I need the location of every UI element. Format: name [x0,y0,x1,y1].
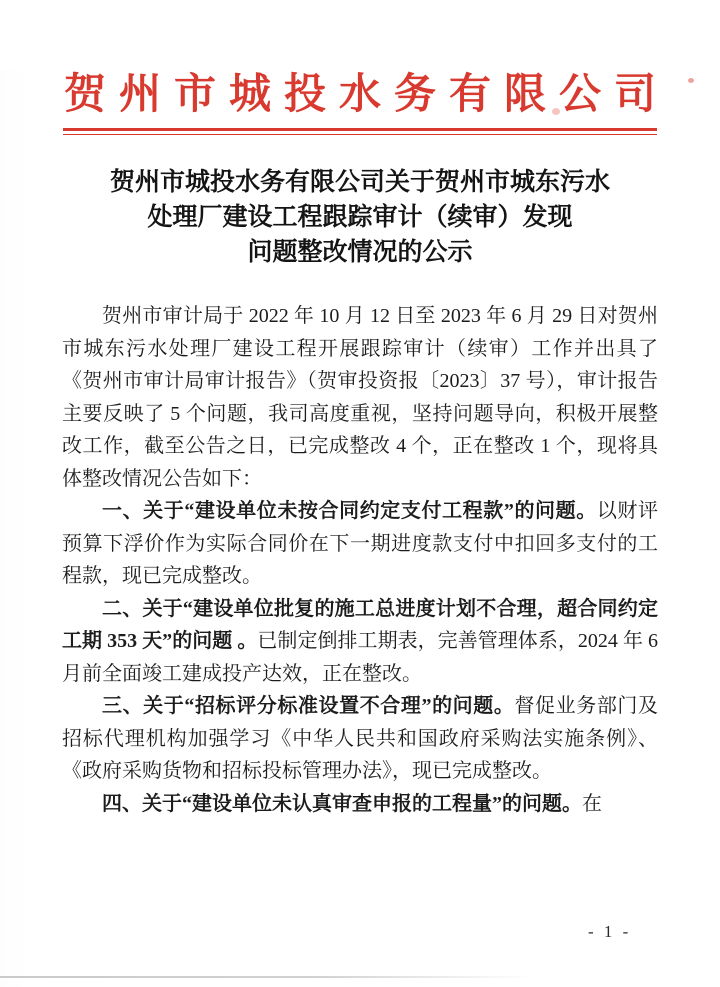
paragraph-text: 以财评预算下浮价作为实际合同价在下一期进度款支付中扣回多支付的工程款，现已完成整改。 [62,500,659,588]
document-title [0,165,720,270]
scan-speck-icon [688,78,694,83]
paragraph-lead: 四、关于“建设单位未认真审查申报的工程量”的问题。 [102,792,582,815]
paragraph-lead: 二、关于“建设单位批复的施工总进度计划不合理，超合同约定工期 353 天”的问题 。 [62,597,658,653]
paragraph-text: 在 [582,792,602,815]
document-title-line: 处理厂建设工程跟踪审计（续审）发现 [147,204,573,232]
paragraph-text: 已制定倒排工期表，完善管理体系，2024 年 6 月前全面竣工建成投产达效，正在整改。 [62,630,659,685]
document-body [62,300,658,820]
page-bottom-edge [0,976,533,978]
paragraph-item-4 [62,788,658,821]
document-title-line: 贺州市城投水务有限公司关于贺州市城东污水 [109,169,610,197]
page-number: - 1 - [588,922,632,941]
company-letterhead: 贺州市城投水务有限公司 [63,72,669,118]
divider-thick-line [63,128,657,131]
paragraph-lead: 一、关于“建设单位未按合同约定支付工程款”的问题。 [102,500,597,523]
paragraph-text: 督促业务部门及招标代理机构加强学习《中华人民共和国政府采购法实施条例》、《政府采购货物和招标投标管理办法》，现已完成整改。 [62,695,659,783]
paragraph-item-2 [62,593,658,691]
paragraph-item-1 [62,495,658,593]
paragraph-intro [62,300,658,495]
letterhead-divider [63,128,657,135]
paragraph-lead: 三、关于“招标评分标准设置不合理”的问题。 [102,695,515,718]
divider-thin-line [63,134,657,135]
document-title-line: 问题整改情况的公示 [247,239,473,267]
scan-speck-icon [552,108,560,115]
paragraph-text: 贺州市审计局于 2022 年 10 月 12 日至 2023 年 6 月 29 日对贺州市城东污水处理厂建设工程开展跟踪审计（续审）工作并出具了《贺州市审计局审计报告》（贺审投资报〔2023〕37 号），审计报告主要反映了 5 个问题，我司高度重视，坚持问题导向，积极开展整改工作，截至公告之日，已完成整改 4 个，正在整改 1 个，现将具体整改情况公告如下： [62,305,658,490]
paragraph-item-3 [62,690,658,788]
document-page [0,70,720,987]
